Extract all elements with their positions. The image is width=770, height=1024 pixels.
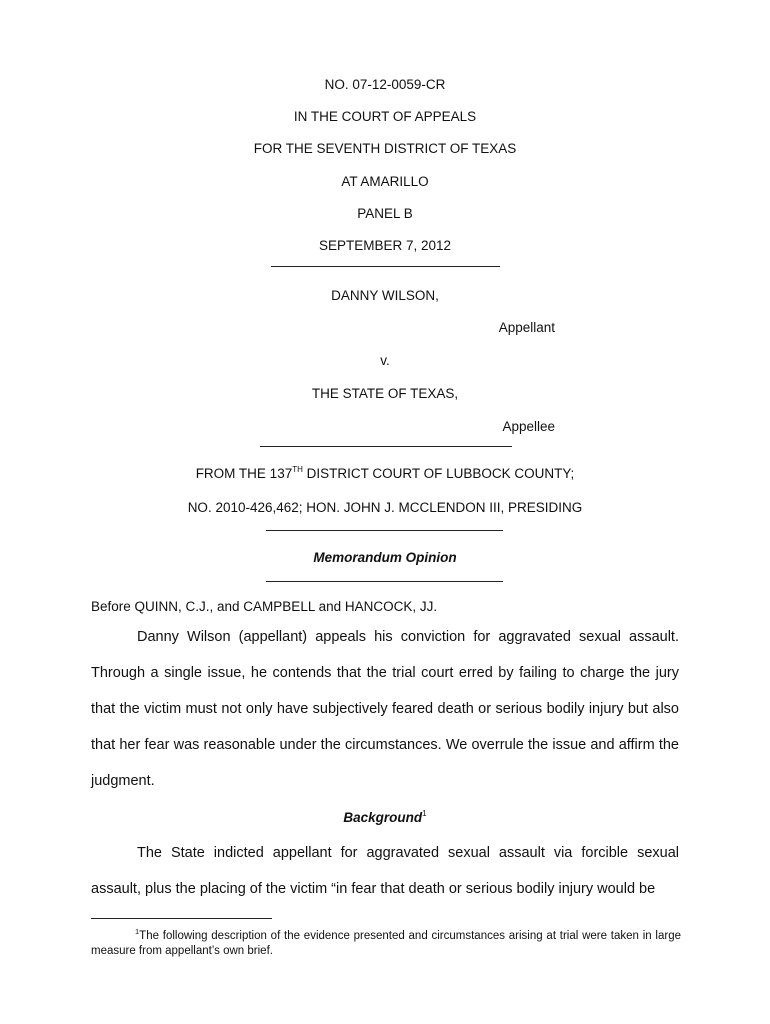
court-name: IN THE COURT OF APPEALS bbox=[293, 109, 477, 124]
divider-rule bbox=[266, 581, 503, 582]
panel: PANEL B bbox=[357, 206, 413, 221]
appellant-role: Appellant bbox=[498, 320, 555, 335]
opinion-date: SEPTEMBER 7, 2012 bbox=[318, 238, 452, 253]
trial-case-line: NO. 2010-426,462; HON. JOHN J. MCCLENDON III, PRESIDING bbox=[187, 500, 583, 515]
opinion-paragraph: The State indicted appellant for aggravated sexual assault via forcible sexual assault, plus the placing of the victim “in fear that death or serious bodily injury would be bbox=[91, 845, 679, 897]
appellee-name: THE STATE OF TEXAS, bbox=[311, 386, 459, 401]
case-number: NO. 07-12-0059-CR bbox=[324, 77, 446, 92]
trial-court-line: FROM THE 137TH DISTRICT COURT OF LUBBOCK COUNTY; bbox=[195, 465, 575, 481]
footnote: $^1$The following description of the evidence presented and circumstances arising at trial were taken in large measure from appellant’s own brief. bbox=[91, 927, 681, 957]
panel-judges-line: Before QUINN, C.J., and CAMPBELL and HANCOCK, JJ. bbox=[91, 599, 438, 614]
divider-rule bbox=[266, 530, 503, 531]
court-district: FOR THE SEVENTH DISTRICT OF TEXAS bbox=[253, 141, 517, 156]
opinion-title: Memorandum Opinion bbox=[313, 550, 457, 565]
appellant-name: DANNY WILSON, bbox=[331, 288, 439, 303]
divider-rule bbox=[260, 446, 512, 447]
court-location: AT AMARILLO bbox=[341, 174, 429, 189]
section-heading-background: Background$^1$ bbox=[343, 809, 427, 825]
appellee-role: Appellee bbox=[502, 419, 555, 434]
opinion-paragraph: Danny Wilson (appellant) appeals his conviction for aggravated sexual assault. Through a single issue, he contends that the trial court erred by failing to charge the jury that the victim must not only have subjectively feared death or serious bodily injury but also that her fear was reasonable under the circumstances. We overrule the issue and affirm the judgment. bbox=[91, 629, 679, 789]
versus: v. bbox=[380, 353, 390, 368]
footnote-separator bbox=[91, 918, 272, 919]
divider-rule bbox=[271, 266, 500, 267]
